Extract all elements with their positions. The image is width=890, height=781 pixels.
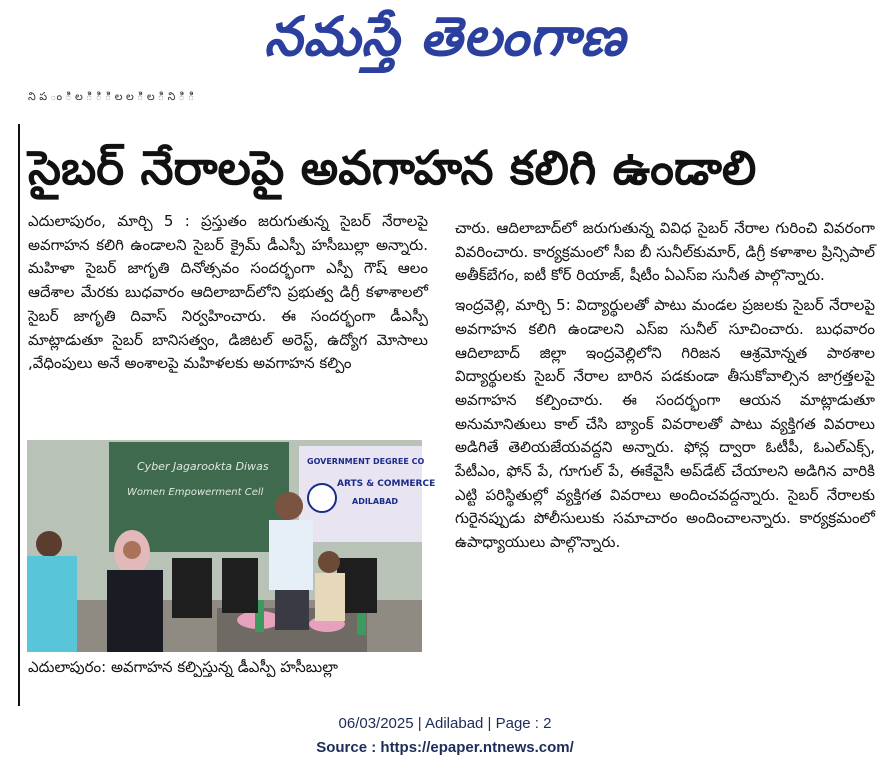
article-paragraph: చారు. ఆదిలాబాద్‌లో జరుగుతున్న వివిధ సైబర్ నేరాల గురించి వివరంగా వివరించారు. కార్యక్రమంలో సీఐ బీ సునీల్‌కుమార్, డిగ్రీ కళాశాల ప్రిన్సిపాల్ అతీక్‌బేగం, ఐటీ కోర్ రియాజ్, షీటీం ఏఎస్‌ఐ సునీత పాల్గొన్నారు. (455, 219, 875, 285)
newspaper-logo: నమస్తే తెలంగాణ (264, 5, 626, 68)
banner-text: ADILABAD (352, 497, 399, 506)
banner-text: ARTS & COMMERCE (337, 479, 436, 489)
article-paragraph: ఇంద్రవెల్లి, మార్చి 5: విద్యార్థులతో పాటు మండల ప్రజలకు సైబర్ నేరాలపై అవగాహన కలిగి ఉండాలని ఎస్ఐ సునీల్ సూచించారు. బుధవారం ఆదిలాబాద్ జిల్లా ఇంద్రవెల్లిలోని గిరిజన ఆశ్రమోన్నత పాఠశాల విద్యార్థులకు సైబర్ నేరాల బారిన పడకుండా తీసుకోవాల్సిన జాగ్రత్తలపై అవగాహన కల్పించారు. ఈ సందర్భంగా ఆయన మాట్లాడుతూ అనుమానితులు కాల్ చేసి బ్యాంక్ వివరాలతో పాటు వ్యక్తిగత వివరాలు అడిగితే తెలియజేయవద్దని అన్నారు. ఫోన్ల ద్వారా ఓటీపీ, ఓఎల్ఎక్స్, పేటీఎం, ఫోన్ పే, గూగుల్ పే, ఈకేవైసీ అప్‌డేట్ చేయాలని అడిగిన వారికి ఎట్టి పరిస్థితుల్లో వ్యక్తిగత వివరాలు అందించవద్దన్నారు. సైబర్ నేరాలకు గురైనప్పుడు పోలీసులుకు సమాచారం అందించాలన్నారు. కార్యక్రమంలో ఉపాధ్యాయులు పాల్గొన్నారు. (455, 296, 875, 552)
banner-text: GOVERNMENT DEGREE CO (307, 457, 425, 466)
masthead (0, 0, 890, 78)
source-line: Source : https://epaper.ntnews.com/ (316, 739, 574, 756)
article-headline: సైబర్ నేరాలపై అవగాహన కలిగి ఉండాలి (28, 141, 757, 196)
page-footer (0, 712, 890, 760)
masthead-strip: ని ప ం ి ల ి ి ి ల ల ి ల ి ని ి ి (28, 90, 195, 103)
article-photo (27, 440, 436, 652)
article-paragraph: ఎదులాపురం, మార్చి 5 : ప్రస్తుతం జరుగుతున్న సైబర్ నేరాలపై అవగాహన కలిగి ఉండాలని సైబర్ క్రైమ్ డీఎస్పీ హసీబుల్లా అన్నారు. మహిళా సైబర్ జాగృతి దినోత్సవం సందర్భంగా ఎస్పీ గౌష్ ఆలం ఆదేశాల మేరకు బుధవారం ఆదిలాబాద్‌లోని ప్రభుత్వ డిగ్రీ కళాశాలలో సైబర్ జాగృతి దివాస్ నిర్వహించారు. ఈ సందర్భంగా డీఎస్పీ మాట్లాడుతూ సైబర్ బానిసత్వం, డిజిటల్ అరెస్ట్, ఉద్యోగ మోసాలు ,వేధింపులు అనే అంశాలపై మహిళలకు అవగాహన కల్పిం (28, 212, 428, 373)
article-column-right (455, 217, 875, 692)
board-text: Women Empowerment Cell (127, 487, 264, 498)
article-column-left (28, 210, 428, 440)
board-text: Cyber Jagarookta Diwas (137, 460, 269, 473)
photo-caption: ఎదులాపురం: అవగాహన కల్పిస్తున్న డీఎస్పీ హసీబుల్లా (28, 658, 338, 676)
edition-line: 06/03/2025 | Adilabad | Page : 2 (338, 715, 552, 732)
